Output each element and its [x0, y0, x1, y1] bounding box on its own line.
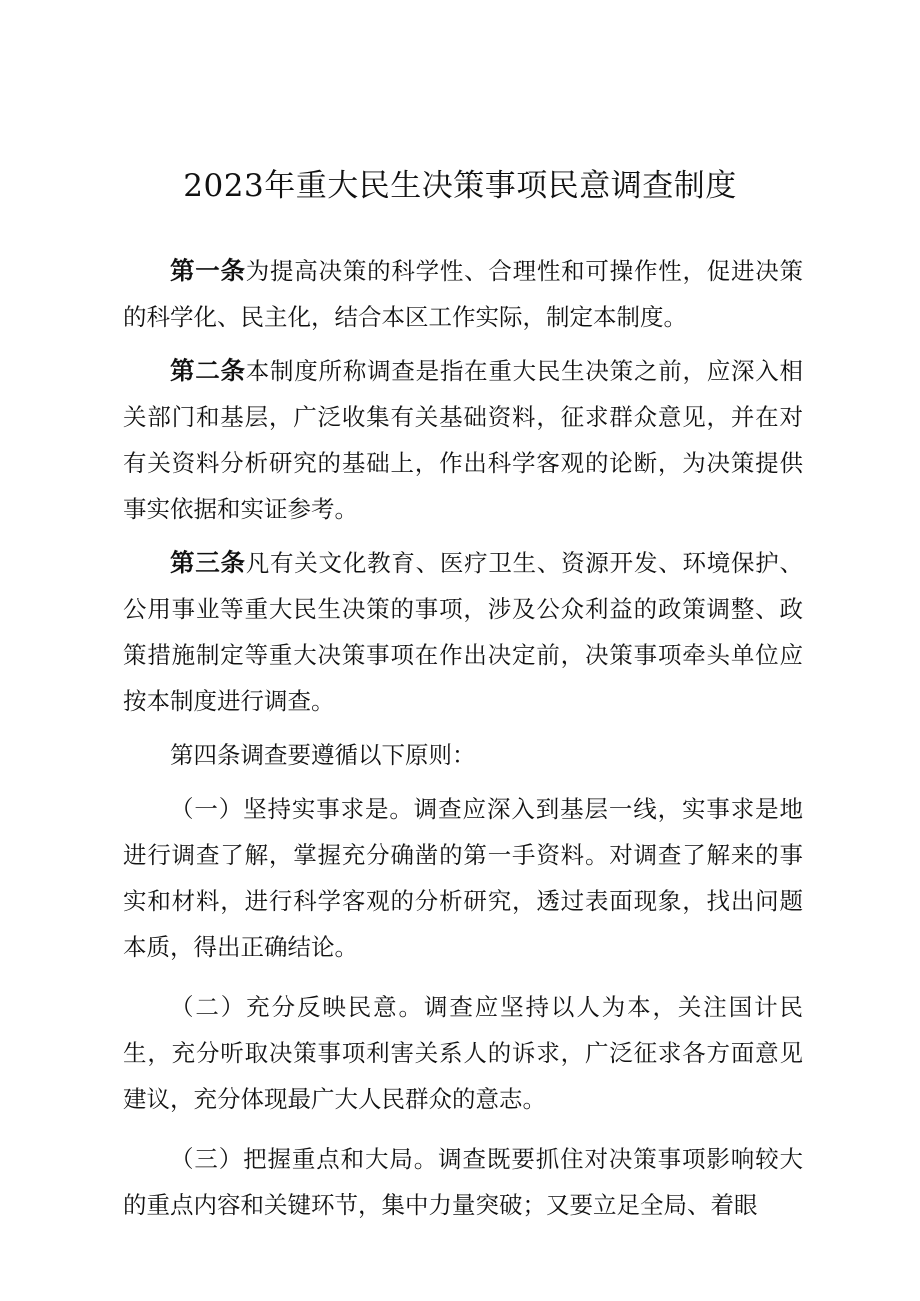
article-3: [123, 540, 803, 724]
document-body: [123, 248, 803, 1228]
article-1-label: 第一条: [170, 256, 246, 285]
document-title: 2023年重大民生决策事项民意调查制度: [183, 168, 737, 204]
article-4-text: 调查要遵循以下原则：: [240, 741, 476, 769]
principle-3: （三）把握重点和大局。调查既要抓住对决策事项影响较大的重点内容和关键环节，集中力量突破；又要立足全局、着眼: [123, 1145, 803, 1219]
article-4-label: 第四条: [170, 741, 241, 769]
article-4: [123, 732, 803, 778]
article-2-text: 本制度所称调查是指在重大民生决策之前，应深入相关部门和基层，广泛收集有关基础资料，征求群众意见，并在对有关资料分析研究的基础上，作出科学客观的论断，为决策提供事实依据和实证参考。: [123, 357, 804, 523]
principle-1: （一）坚持实事求是。调查应深入到基层一线，实事求是地进行调查了解，掌握充分确凿的第一手资料。对调查了解来的事实和材料，进行科学客观的分析研究，透过表面现象，找出问题本质，得出正确结论。: [123, 795, 803, 961]
article-2-label: 第二条: [170, 356, 246, 385]
article-3-label: 第三条: [170, 548, 246, 577]
article-1-text: 为提高决策的科学性、合理性和可操作性，促进决策的科学化、民主化，结合本区工作实际，制定本制度。: [123, 257, 804, 331]
article-1: [123, 248, 803, 340]
principle-2: （二）充分反映民意。调查应坚持以人为本，关注国计民生，充分听取决策事项利害关系人的诉求，广泛征求各方面意见建议，充分体现最广大人民群众的意志。: [123, 993, 803, 1113]
article-3-text: 凡有关文化教育、医疗卫生、资源开发、环境保护、公用事业等重大民生决策的事项，涉及公众利益的政策调整、政策措施制定等重大决策事项在作出决定前，决策事项牵头单位应按本制度进行调查。: [123, 549, 804, 715]
article-2: [123, 348, 803, 532]
